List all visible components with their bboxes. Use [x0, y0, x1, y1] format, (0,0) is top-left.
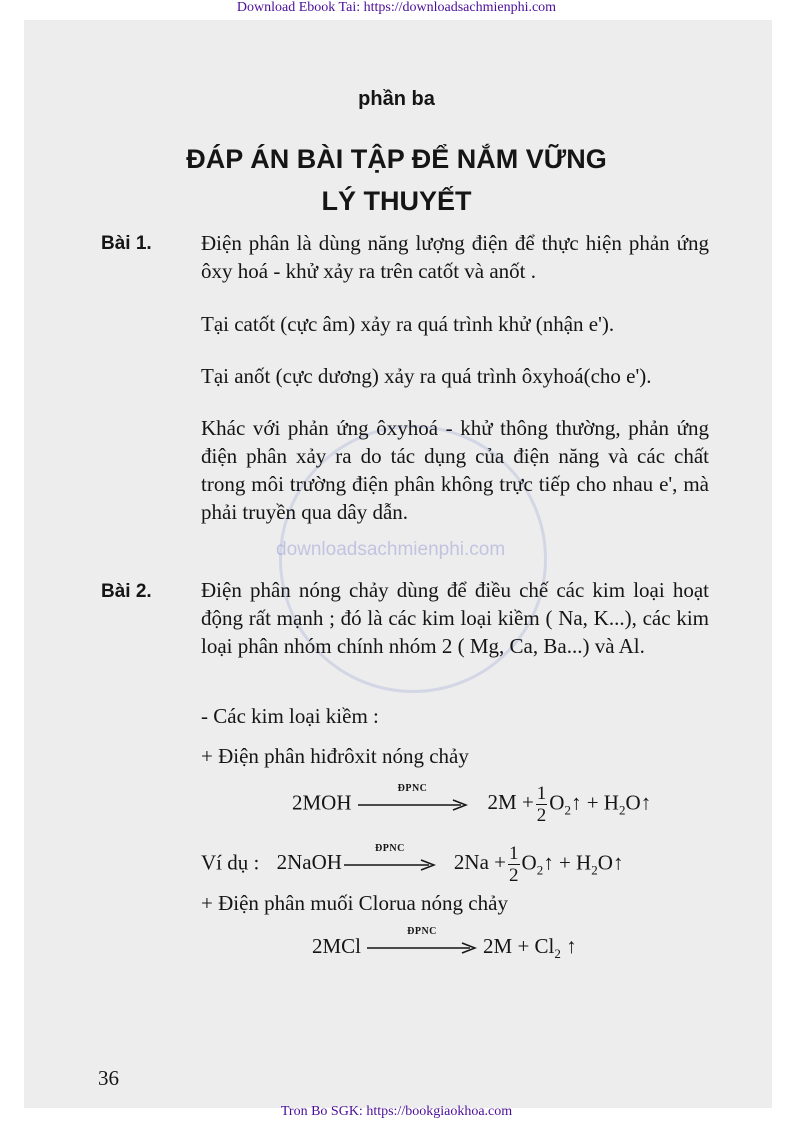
eq3-arrow — [367, 926, 477, 955]
page-title — [0, 138, 793, 222]
right-arrow-icon — [367, 941, 477, 955]
bai1-paragraph-3: Tại anốt (cực dương) xảy ra quá trình ôxyhoá(cho e'). — [201, 364, 652, 388]
right-arrow-icon — [358, 798, 468, 812]
eq1-arrow — [358, 782, 468, 812]
eq3-arrow-label: ĐPNC — [407, 926, 437, 938]
example-label: Ví dụ : — [201, 850, 260, 875]
header-download-link[interactable]: Download Ebook Tai: https://downloadsachmienphi.com — [236, 0, 557, 15]
title-line-2: LÝ THUYẾT — [321, 186, 472, 216]
eq2-reactant: 2NaOH — [276, 850, 342, 875]
equation-3: 2MCl ĐPNC $2M + Cl_2$ ↑ — [312, 926, 577, 962]
bai1-label: Bài 1. — [101, 233, 152, 254]
eq1-product-metal: 2M + — [487, 790, 534, 815]
eq1-fraction-numerator: 1 — [536, 783, 547, 804]
bai1-paragraph-1: Điện phân là dùng năng lượng điện để thực hiện phản ứng ôxy hoá - khử xảy ra trên catốt và anốt . — [201, 231, 709, 283]
eq1-arrow-label: ĐPNC — [397, 782, 428, 794]
eq2-product-metal: 2Na + — [453, 850, 507, 875]
bai2-paragraph-1: Điện phân nóng chảy dùng để điều chế các kim loại hoạt động rất mạnh ; đó là các kim loại kiềm ( Na, K...), các kim loại phân nhóm chính nhóm 2 ( Mg, Ca, Ba...) và Al. — [201, 578, 709, 658]
bai2-subheading-hydroxide: + Điện phân hiđrôxit nóng chảy — [201, 744, 469, 768]
equation-1: 2MOH ĐPNC 2M + $\frac{1}{2}$ $O_2↑$ + $H_2O↑$ — [292, 782, 652, 826]
bai1-paragraph-2: Tại catốt (cực âm) xảy ra quá trình khử (nhận e'). — [201, 312, 615, 336]
part-label: phần ba — [358, 88, 435, 110]
eq3-reactant: 2MCl — [312, 934, 362, 958]
title-line-1: ĐÁP ÁN BÀI TẬP ĐỂ NẮM VỮNG — [186, 144, 607, 174]
bai2-subheading-chloride: + Điện phân muối Clorua nóng chảy — [201, 891, 508, 915]
bai2-subheading-alkali: - Các kim loại kiềm : — [201, 704, 379, 728]
eq2-fraction-numerator: 1 — [509, 843, 519, 864]
equation-2: Ví dụ : 2NaOH ĐPNC 2Na + $\frac{1}{2}$ $O_2↑$ + $H_2O↑$ — [201, 842, 624, 886]
watermark-text: downloadsachmienphi.com — [276, 539, 506, 560]
footer-link[interactable]: Tron Bo SGK: https://bookgiaokhoa.com — [280, 1104, 513, 1119]
eq2-fraction — [508, 843, 520, 886]
eq3-products: 2M + Cl — [483, 934, 555, 958]
bai2-label: Bài 2. — [101, 581, 152, 602]
eq2-fraction-denominator: 2 — [509, 865, 519, 886]
right-arrow-icon — [344, 858, 436, 872]
page-number: 36 — [98, 1066, 119, 1090]
eq1-fraction — [536, 783, 548, 826]
eq2-arrow — [344, 842, 436, 872]
eq1-reactant: 2MOH — [292, 790, 352, 815]
eq2-arrow-label: ĐPNC — [375, 842, 405, 854]
bai1-paragraph-4: Khác với phản ứng ôxyhoá - khử thông thường, phản ứng điện phân xảy ra do tác dụng của điện năng và các chất trong môi trường điện phân không trực tiếp cho nhau e', mà phải truyền qua dây dẫn. — [201, 416, 709, 524]
eq1-fraction-denominator: 2 — [536, 805, 547, 826]
